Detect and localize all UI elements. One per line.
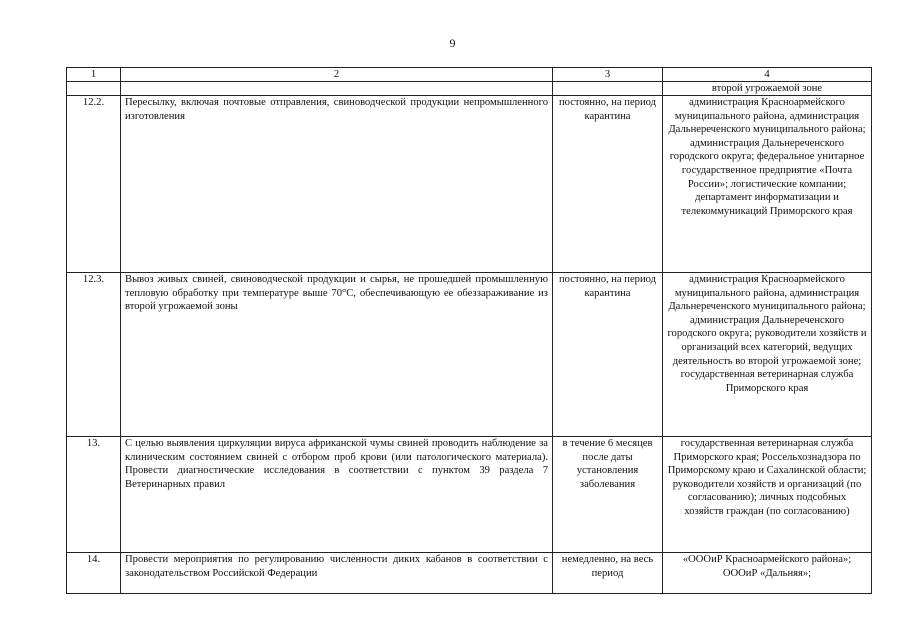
row-period: постоянно, на период карантина xyxy=(553,273,663,437)
row-action: Вывоз живых свиней, свиноводческой продукции и сырья, не прошедшей промышленную тепловую обработку при температуре выше 70°С, обеспечивающую ее обеззараживание из второй угрожаемой зоны xyxy=(121,273,553,437)
table-header-row xyxy=(67,68,872,82)
header-col-4: 4 xyxy=(663,68,872,82)
continuation-responsible: второй угрожаемой зоне xyxy=(663,82,872,96)
table-row xyxy=(67,437,872,553)
row-number: 12.3. xyxy=(67,273,121,437)
row-responsible: администрация Красноармейского муниципального района, администрация Дальнереченского муниципального района; администрация Дальнереченского городского округа; руководители хозяйств и организаций всех категорий, ведущих деятельность во второй угрожаемой зоне; государственная ветеринарная служба Приморского края xyxy=(663,273,872,437)
row-action: С целью выявления циркуляции вируса африканской чумы свиней проводить наблюдение за клиническим состоянием свиней с отбором проб крови (или патологического материала). Провести диагностические исследования в соответствии с пунктом 39 раздела 7 Ветеринарных правил xyxy=(121,437,553,553)
row-period: в течение 6 месяцев после даты установления заболевания xyxy=(553,437,663,553)
header-col-1: 1 xyxy=(67,68,121,82)
header-col-3: 3 xyxy=(553,68,663,82)
row-number: 12.2. xyxy=(67,96,121,273)
continuation-action xyxy=(121,82,553,96)
continuation-num xyxy=(67,82,121,96)
table-row xyxy=(67,96,872,273)
continuation-row xyxy=(67,82,872,96)
table-row xyxy=(67,553,872,594)
row-responsible: государственная ветеринарная служба Приморского края; Россельхознадзора по Приморскому краю и Сахалинской области; руководители хозяйств и организаций (по согласованию); личных подсобных хозяйств граждан (по согласованию) xyxy=(663,437,872,553)
row-action: Провести мероприятия по регулированию численности диких кабанов в соответствии с законодательством Российской Федерации xyxy=(121,553,553,594)
row-responsible: «ОООиР Красноармейского района»; ОООиР «Дальняя»; xyxy=(663,553,872,594)
table-row xyxy=(67,273,872,437)
row-period: постоянно, на период карантина xyxy=(553,96,663,273)
page-number: 9 xyxy=(449,36,456,50)
row-number: 14. xyxy=(67,553,121,594)
row-responsible: администрация Красноармейского муниципального района, администрация Дальнереченского муниципального района; администрация Дальнереченского городского округа; федеральное унитарное государственное предприятие «Почта России»; логистические компании; департамент информатизации и телекоммуникаций Приморского края xyxy=(663,96,872,273)
continuation-period xyxy=(553,82,663,96)
row-number: 13. xyxy=(67,437,121,553)
measures-table xyxy=(66,67,872,594)
row-action: Пересылку, включая почтовые отправления, свиноводческой продукции непромышленного изготовления xyxy=(121,96,553,273)
header-col-2: 2 xyxy=(121,68,553,82)
row-period: немедленно, на весь период xyxy=(553,553,663,594)
